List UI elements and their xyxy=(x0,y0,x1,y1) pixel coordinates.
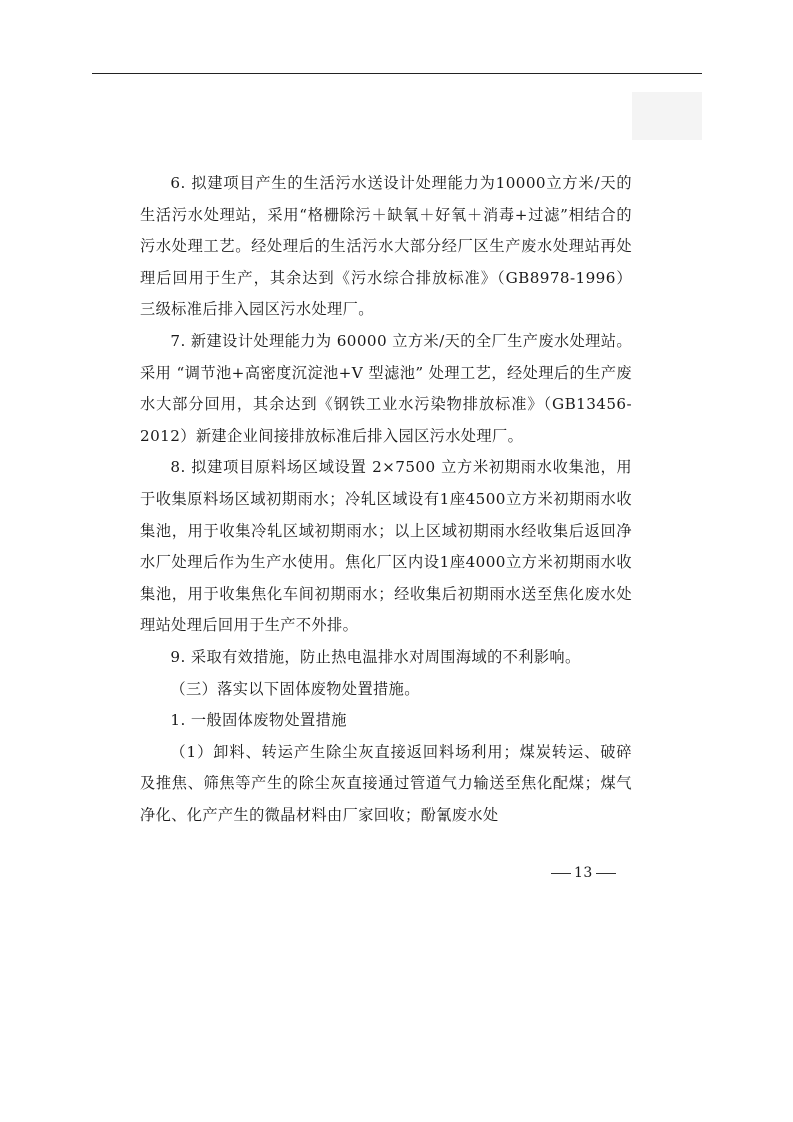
page-number-left-dash xyxy=(551,873,571,874)
page-number-value: 13 xyxy=(574,865,593,881)
paragraph-7-production-wastewater: 7. 新建设计处理能力为 60000 立方米/天的全厂生产废水处理站。采用 “调节池+高密度沉淀池+V 型滤池” 处理工艺，经处理后的生产废水大部分回用，其余达到《钢铁工业水污染物排放标准》（GB13456-2012）新建企业间接排放标准后排入园区污水处理厂。 xyxy=(140,331,632,445)
paragraph-6-domestic-sewage: 6. 拟建项目产生的生活污水送设计处理能力为10000立方米/天的生活污水处理站，采用“格栅除污＋缺氧＋好氧＋消毒+过滤”相结合的污水处理工艺。经处理后的生活污水大部分经厂区生产废水处理站再处理后回用于生产，其余达到《污水综合排放标准》（GB8978-1996）三级标准后排入园区污水处理厂。 xyxy=(140,174,632,319)
header-rule xyxy=(92,73,702,74)
paragraph-8-initial-rainwater: 8. 拟建项目原料场区域设置 2×7500 立方米初期雨水收集池，用于收集原料场区域初期雨水；冷轧区域设有1座4500立方米初期雨水收集池，用于收集冷轧区域初期雨水；以上区域初期雨水经收集后返回净水厂处理后作为生产水使用。焦化厂区内设1座4000立方米初期雨水收集池，用于收集焦化车间初期雨水；经收集后初期雨水送至焦化废水处理站处理后回用于生产不外排。 xyxy=(140,458,632,635)
scan-artifact xyxy=(632,92,702,140)
document-body xyxy=(140,168,632,831)
paragraph-9-thermal-discharge: 9. 采取有效措施，防止热电温排水对周围海域的不利影响。 xyxy=(170,647,581,666)
subheading-general-solid-waste: 1. 一般固体废物处置措施 xyxy=(170,711,347,730)
page-number xyxy=(548,865,619,881)
paragraph-dust-disposal: （1）卸料、转运产生除尘灰直接返回料场利用；煤炭转运、破碎及推焦、筛焦等产生的除尘灰直接通过管道气力输送至焦化配煤；煤气净化、化产产生的微晶材料由厂家回收；酚氰废水处 xyxy=(140,742,632,824)
section-heading-solid-waste: （三）落实以下固体废物处置措施。 xyxy=(170,679,420,698)
page-number-right-dash xyxy=(596,873,616,874)
